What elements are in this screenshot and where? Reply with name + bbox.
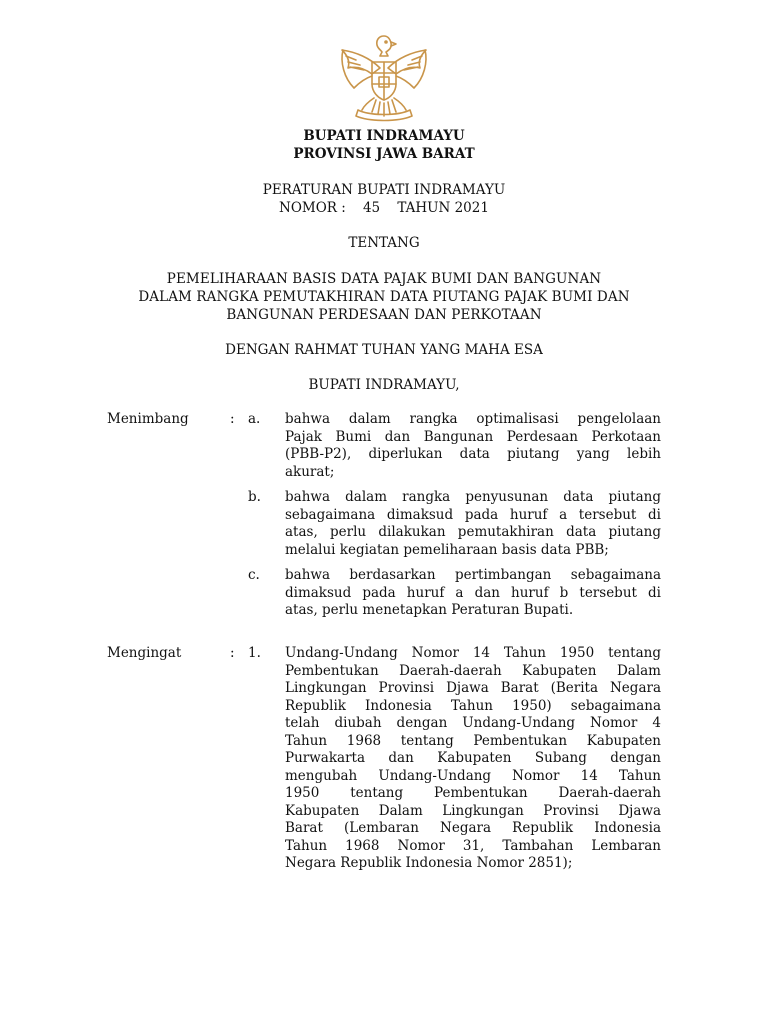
- clause-line: Purwakarta dan Kabupaten Subang dengan: [285, 750, 661, 766]
- clause-line: mengubah Undang-Undang Nomor 14 Tahun: [285, 767, 661, 784]
- clause-line: Undang-Undang Nomor 14 Tahun 1950 tentang: [285, 645, 661, 661]
- regulation-title: PERATURAN BUPATI INDRAMAYU: [262, 182, 506, 198]
- regulation-number: NOMOR : 45 TAHUN 2021: [279, 200, 489, 216]
- clause-line: dimaksud pada huruf a dan huruf b tersebut di: [285, 584, 661, 601]
- clause-line: atas, perlu dilakukan pemutakhiran data piutang: [285, 524, 661, 540]
- header-line-2: PROVINSI JAWA BARAT: [293, 146, 475, 162]
- clause-line: 1950 tentang Pembentukan Daerah-daerah: [285, 785, 661, 801]
- subject-line: DALAM RANGKA PEMUTAKHIRAN DATA PIUTANG PAJAK BUMI DAN: [138, 289, 630, 305]
- item-marker: b.: [248, 489, 261, 505]
- clause-line: Tahun 1968 tentang Pembentukan Kabupaten: [285, 732, 661, 749]
- issuer-line: BUPATI INDRAMAYU,: [308, 377, 460, 393]
- item-marker: 1.: [248, 645, 261, 661]
- clause-line: bahwa dalam rangka penyusunan data piutang: [285, 489, 661, 505]
- subject-line: PEMELIHARAAN BASIS DATA PAJAK BUMI DAN BANGUNAN: [166, 271, 602, 287]
- item-marker: c.: [248, 567, 260, 583]
- clause-line: Kabupaten Dalam Lingkungan Provinsi Djawa: [285, 802, 661, 819]
- header-line-1: BUPATI INDRAMAYU: [303, 128, 465, 144]
- clause-line: Lingkungan Provinsi Djawa Barat (Berita Negara: [285, 680, 661, 696]
- mengingat-label: Mengingat: [107, 645, 182, 661]
- clause-line: telah diubah dengan Undang-Undang Nomor 4: [285, 715, 661, 731]
- clause-line: Republik Indonesia Tahun 1950) sebagaimana: [285, 697, 661, 714]
- clause-line: Pajak Bumi dan Bangunan Perdesaan Perkotaan: [285, 428, 661, 445]
- clause-line: atas, perlu menetapkan Peraturan Bupati.: [285, 602, 574, 618]
- clause-line: akurat;: [285, 463, 335, 480]
- garuda-emblem: [334, 28, 434, 124]
- item-marker: a.: [248, 411, 261, 427]
- clause-line: bahwa berdasarkan pertimbangan sebagaimana: [285, 567, 661, 583]
- subject-line: BANGUNAN PERDESAAN DAN PERKOTAAN: [226, 307, 542, 323]
- mengingat-colon: :: [230, 645, 235, 661]
- clause-line: bahwa dalam rangka optimalisasi pengelolaan: [285, 411, 661, 427]
- clause-line: Tahun 1968 Nomor 31, Tambahan Lembaran: [285, 837, 661, 854]
- grace-statement: DENGAN RAHMAT TUHAN YANG MAHA ESA: [225, 342, 543, 358]
- clause-line: sebagaimana dimaksud pada huruf a tersebut di: [285, 506, 661, 523]
- regulation-about: TENTANG: [348, 235, 420, 251]
- clause-line: Barat (Lembaran Negara Republik Indonesia: [285, 820, 661, 836]
- clause-line: (PBB-P2), diperlukan data piutang yang lebih: [285, 446, 661, 462]
- menimbang-colon: :: [230, 411, 235, 427]
- clause-line: Pembentukan Daerah-daerah Kabupaten Dalam: [285, 662, 661, 679]
- clause-line: Negara Republik Indonesia Nomor 2851);: [285, 855, 573, 871]
- clause-line: melalui kegiatan pemeliharaan basis data PBB;: [285, 541, 609, 558]
- menimbang-label: Menimbang: [107, 411, 189, 427]
